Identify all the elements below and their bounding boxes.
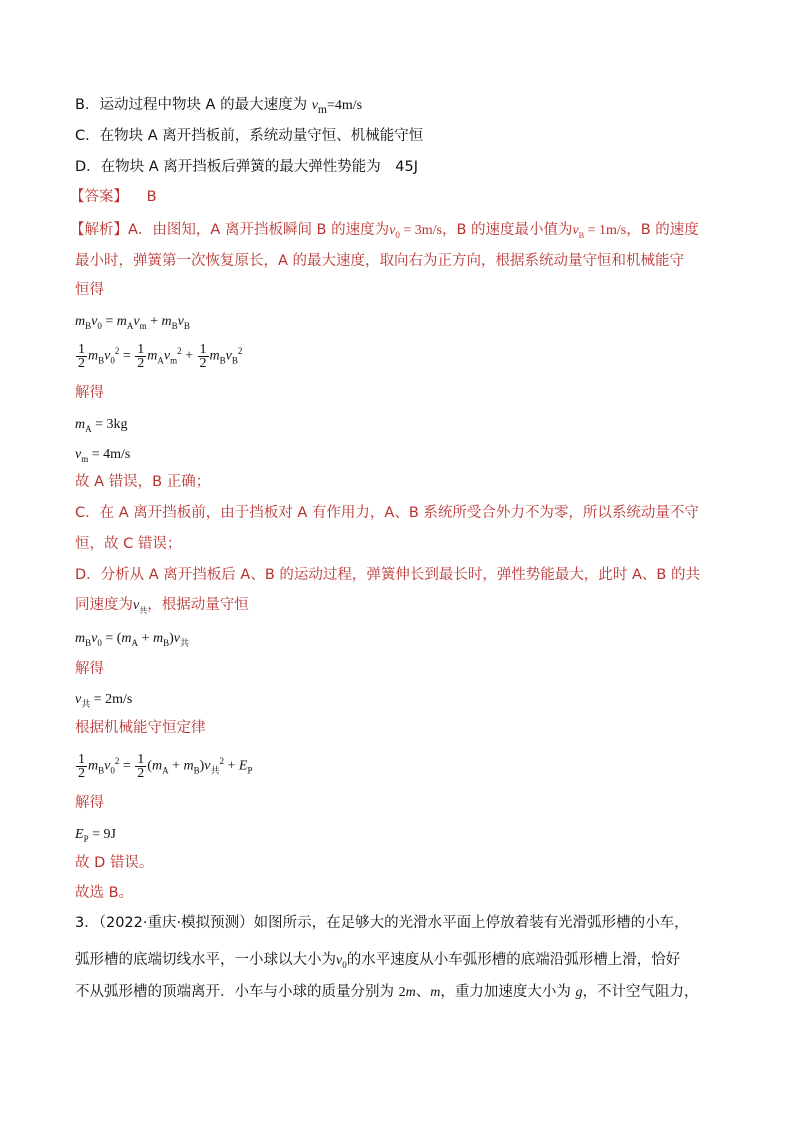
analysis-d-1: D．分析从 A 离开挡板后 A、B 的运动过程，弹簧伸长到最长时，弹性势能最大，此时 A、B 的共 xyxy=(75,567,700,583)
math-v0: $v_0$ xyxy=(336,953,347,970)
math-2m: 2m xyxy=(398,985,416,1000)
q3-line-3: 不从弧形槽的顶端离开．小车与小球的质量分别为 2m、m，重力加速度大小为 g，不计空气阻力， xyxy=(75,984,699,1000)
conclusion-2: 故 D 错误。 xyxy=(75,855,154,871)
conclusion-1: 故 A 错误，B 正确； xyxy=(75,474,211,490)
analysis-c-1: C．在 A 离开挡板前，由于挡板对 A 有作用力，A、B 系统所受合外力不为零，所以系统动量不守 xyxy=(75,505,699,521)
vm-formula: $v_m=4m/s$ xyxy=(311,98,363,116)
solve-label-3: 解得 xyxy=(75,795,104,811)
law-label: 根据机械能守恒定律 xyxy=(75,720,206,736)
option-c: C．在物块 A 离开挡板前，系统动量守恒、机械能守恒 xyxy=(75,128,424,144)
analysis-tag: 【解析】 xyxy=(70,222,128,238)
q3-line-2: 弧形槽的底端切线水平，一小球以大小为$v_0$的水平速度从小车弧形槽的底端沿弧形槽上滑，恰好 xyxy=(75,952,681,970)
math-v0-eq: $v_0 = 3m/s$ xyxy=(389,223,442,240)
eq-momentum-1: $m_Bv_0 = m_Av_m + m_Bv_B$ xyxy=(75,314,190,331)
math-m: m xyxy=(430,985,441,1000)
analysis-c-2: 恒，故 C 错误； xyxy=(75,536,182,552)
option-d: D．在物块 A 离开挡板后弹簧的最大弹性势能为 45J xyxy=(75,159,419,175)
math-vb-eq: $v_B = 1m/s$ xyxy=(572,223,627,240)
answer-line xyxy=(70,188,157,206)
res-vm: $v_m = 4m/s$ xyxy=(75,447,131,464)
eq-energy-1: $\frac{1}{2}$ $m_Bv_0^2$ = $\frac{1}{2}$ $m_Av_m^2$ + $\frac{1}{2}$ $m_Bv_B^2$ xyxy=(78,341,243,371)
eq-momentum-2: $m_Bv_0 = (m_A + m_B)v_共$ xyxy=(75,631,189,648)
math-g: g xyxy=(575,985,583,1000)
final-answer: 故选 B。 xyxy=(75,885,134,901)
analysis-line-2: 最小时，弹簧第一次恢复原长，A 的最大速度，取向右为正方向，根据系统动量守恒和机械能守 xyxy=(75,253,685,269)
answer-tag: 【答案】 xyxy=(70,189,128,205)
q3-line-1: 3．（2022·重庆·模拟预测）如图所示，在足够大的光滑水平面上停放着装有光滑弧形槽的小车， xyxy=(75,915,689,931)
analysis-d-2: 同速度为$v_共$，根据动量守恒 xyxy=(75,597,249,615)
eq-energy-2: $\frac{1}{2}$ $m_Bv_0^2$ = $\frac{1}{2}$ $(m_A + m_B)v_共^2 + E_P$ xyxy=(78,751,253,781)
analysis-line-1: 【解析】A．由图知，A 离开挡板瞬间 B 的速度为$v_0 = 3m/s$，B 的速度最小值为$v_B = 1m/s$，B 的速度 xyxy=(70,222,699,240)
res-ep: $E_P = 9J$ xyxy=(75,827,116,844)
answer-value: B xyxy=(146,189,157,205)
option-b: B．运动过程中物块 A 的最大速度为 $v_m=4m/s$ xyxy=(75,97,363,116)
math-vgong: $v_共$ xyxy=(133,598,148,615)
analysis-line-3: 恒得 xyxy=(75,282,104,298)
solve-label-2: 解得 xyxy=(75,661,104,677)
solve-label-1: 解得 xyxy=(75,385,104,401)
res-vgong: $v_共 = 2m/s$ xyxy=(75,692,133,709)
res-ma: $m_A = 3kg$ xyxy=(75,417,128,434)
